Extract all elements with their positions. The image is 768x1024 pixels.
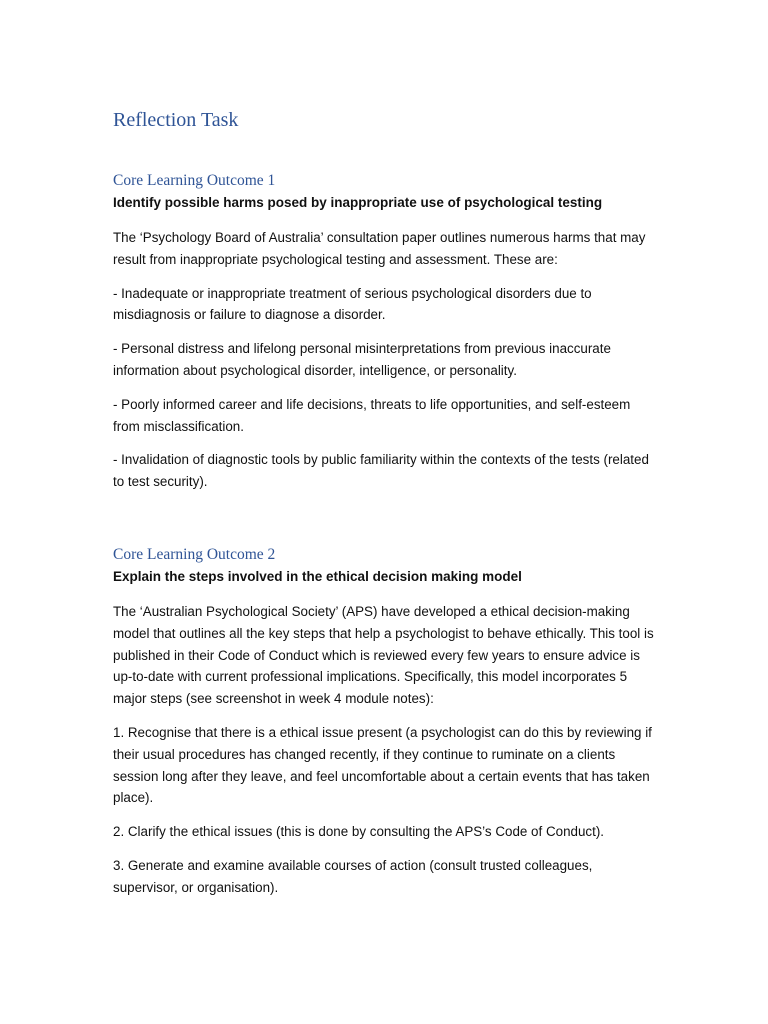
- section-core-learning-outcome-2: [113, 545, 658, 899]
- section-core-learning-outcome-1: [113, 171, 658, 493]
- list-item-paragraph: - Inadequate or inappropriate treatment of serious psychological disorders due to misdiagnosis or failure to diagnose a disorder.: [113, 285, 592, 323]
- section-heading: Core Learning Outcome 2: [113, 546, 276, 563]
- intro-paragraph: The ‘Psychology Board of Australia’ consultation paper outlines numerous harms that may result from inappropriate psychological testing and assessment. These are:: [113, 230, 646, 267]
- step-paragraph: 2. Clarify the ethical issues (this is done by consulting the APS’s Code of Conduct).: [113, 824, 605, 840]
- list-item-paragraph: - Personal distress and lifelong personal misinterpretations from previous inaccurate information about psychological disorder, intelligence, or personality.: [113, 341, 611, 378]
- section-subtitle: Identify possible harms posed by inappropriate use of psychological testing: [113, 195, 603, 210]
- list-item-paragraph: - Poorly informed career and life decisions, threats to life opportunities, and self-esteem from misclassification.: [113, 396, 631, 434]
- step-paragraph: 3. Generate and examine available courses of action (consult trusted colleagues, supervisor, or organisation).: [113, 857, 593, 895]
- intro-paragraph: The ‘Australian Psychological Society’ (APS) have developed a ethical decision-making model that outlines all the key steps that help a psychologist to behave ethically. This tool is published in their Code of Conduct which is reviewed every few years to ensure advice is up-to-date with current professional implications. Specifically, this model incorporates 5 major steps (see screenshot in week 4 module notes):: [113, 604, 654, 707]
- step-paragraph: 1. Recognise that there is a ethical issue present (a psychologist can do this by reviewing if their usual procedures has changed recently, if they continue to ruminate on a clients session long after they leave, and feel uncomfortable about a certain events that has taken place).: [113, 724, 652, 806]
- section-heading: Core Learning Outcome 1: [113, 172, 276, 189]
- list-item-paragraph: - Invalidation of diagnostic tools by public familiarity within the contexts of the tests (related to test security).: [113, 452, 649, 490]
- section-subtitle: Explain the steps involved in the ethical decision making model: [113, 569, 522, 584]
- document-title: Reflection Task: [113, 109, 239, 131]
